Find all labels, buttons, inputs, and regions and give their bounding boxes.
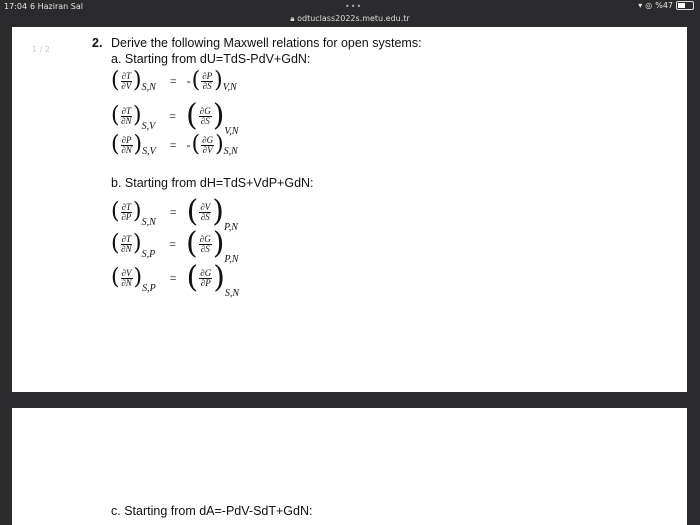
status-right: [638, 1, 694, 10]
status-date: 6 Haziran Sal: [30, 2, 83, 11]
open-paren: (: [111, 265, 120, 290]
document-page-2: [12, 408, 687, 525]
right-numerator: ∂V: [200, 201, 211, 212]
part-a-label: a. Starting from dU=TdS-PdV+GdN:: [111, 52, 311, 66]
close-paren: ): [133, 132, 143, 157]
left-fraction: [121, 136, 133, 155]
right-subscript: V,N: [222, 82, 237, 93]
open-paren: (: [186, 98, 198, 133]
open-paren: (: [186, 260, 199, 295]
close-paren: ): [212, 98, 225, 133]
close-paren: ): [133, 103, 142, 128]
equals-sign: =: [169, 270, 177, 285]
right-fraction: [199, 107, 212, 126]
left-numerator: ∂T: [121, 105, 132, 116]
left-fraction: [121, 203, 132, 222]
open-paren: (: [111, 103, 120, 128]
right-denominator: ∂S: [200, 211, 210, 222]
right-denominator: ∂S: [202, 80, 212, 91]
open-paren: (: [111, 231, 120, 256]
document-page-1: [12, 27, 687, 392]
open-paren: (: [186, 226, 198, 261]
equals-sign: =: [169, 73, 177, 88]
right-numerator: ∂G: [202, 134, 214, 145]
right-fraction: [201, 136, 214, 155]
right-numerator: ∂G: [199, 105, 211, 116]
right-fraction: [199, 235, 212, 254]
open-paren: (: [186, 194, 199, 229]
maxwell-relation-row: [111, 226, 239, 265]
lock-icon: 🔒︎: [290, 14, 295, 23]
right-denominator: ∂P: [200, 277, 211, 288]
right-fraction: [201, 72, 213, 91]
open-paren: (: [111, 132, 120, 157]
maxwell-relation-row: [111, 70, 237, 92]
left-subscript: S,V: [142, 146, 156, 157]
url-text[interactable]: 🔒︎ odtuclass2022s.metu.edu.tr: [290, 14, 410, 23]
close-paren: ): [133, 68, 142, 93]
right-fraction: [199, 269, 212, 288]
part-c-label: c. Starting from dA=-PdV-SdT+GdN:: [111, 504, 313, 518]
battery-icon: [676, 1, 694, 10]
left-subscript: S,P: [141, 249, 156, 260]
left-fraction: [121, 107, 132, 126]
left-denominator: ∂P: [121, 211, 132, 222]
close-paren: ): [133, 199, 142, 224]
equals-sign: =: [169, 108, 177, 123]
maxwell-relation-row: [111, 134, 238, 156]
open-paren: (: [191, 68, 201, 93]
right-denominator: ∂S: [200, 115, 210, 126]
right-denominator: ∂S: [200, 243, 210, 254]
left-denominator: ∂N: [121, 243, 132, 254]
more-dots-icon[interactable]: •••: [345, 2, 363, 11]
right-subscript: P,N: [223, 222, 238, 233]
right-numerator: ∂P: [202, 70, 213, 81]
close-paren: ): [133, 231, 142, 256]
left-numerator: ∂T: [121, 201, 132, 212]
close-paren: ): [212, 226, 225, 261]
equals-sign: =: [169, 137, 177, 152]
close-paren: ): [212, 194, 224, 229]
right-subscript: V,N: [224, 126, 239, 137]
maxwell-relation-row: [111, 98, 239, 137]
maxwell-relation-row: [111, 260, 240, 299]
close-paren: ): [213, 260, 225, 295]
left-fraction: [121, 269, 133, 288]
left-numerator: ∂T: [121, 70, 132, 81]
left-numerator: ∂T: [121, 233, 132, 244]
minus-sign: -: [186, 73, 191, 88]
minus-sign: -: [186, 137, 191, 152]
wifi-icon: ▾: [638, 1, 643, 10]
left-fraction: [121, 235, 132, 254]
left-numerator: ∂P: [121, 134, 132, 145]
problem-title: Derive the following Maxwell relations for open systems:: [111, 36, 422, 50]
right-subscript: S,N: [224, 288, 240, 299]
right-subscript: P,N: [224, 254, 239, 265]
right-numerator: ∂G: [199, 233, 211, 244]
left-denominator: ∂N: [121, 115, 132, 126]
orientation-lock-icon: ◎: [645, 1, 653, 10]
page-number: 1 / 2: [32, 45, 50, 54]
battery-percent: %47: [655, 1, 673, 10]
problem-number: 2.: [92, 36, 103, 50]
open-paren: (: [111, 199, 120, 224]
right-denominator: ∂V: [202, 144, 213, 155]
left-subscript: S,N: [141, 217, 156, 228]
open-paren: (: [191, 132, 201, 157]
equals-sign: =: [169, 236, 177, 251]
left-subscript: S,N: [141, 82, 156, 93]
close-paren: ): [215, 132, 224, 157]
close-paren: ): [214, 68, 223, 93]
right-fraction: [199, 203, 211, 222]
left-denominator: ∂N: [121, 144, 132, 155]
right-subscript: S,N: [223, 146, 238, 157]
equals-sign: =: [169, 204, 177, 219]
right-numerator: ∂G: [200, 267, 212, 278]
left-denominator: ∂N: [121, 277, 132, 288]
open-paren: (: [111, 68, 120, 93]
left-numerator: ∂V: [121, 267, 132, 278]
close-paren: ): [133, 265, 143, 290]
left-denominator: ∂V: [121, 80, 132, 91]
status-time: 17:04: [4, 2, 28, 11]
part-b-label: b. Starting from dH=TdS+VdP+GdN:: [111, 176, 314, 190]
left-fraction: [121, 72, 132, 91]
left-subscript: S,V: [141, 121, 156, 132]
maxwell-relation-row: [111, 194, 238, 233]
left-subscript: S,P: [142, 283, 156, 294]
